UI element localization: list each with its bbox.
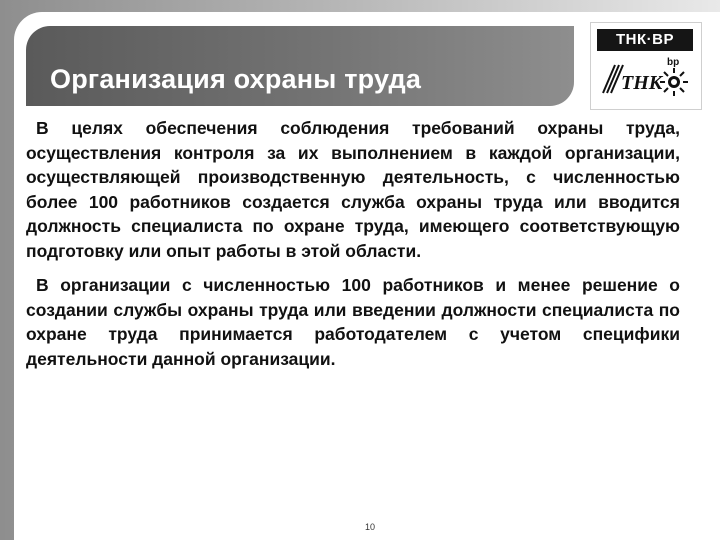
page-number: 10 xyxy=(365,522,376,532)
tnk-mark-text: ТНК xyxy=(621,72,663,94)
logo-emblems xyxy=(597,55,693,103)
slide-body xyxy=(26,116,680,371)
tnk-logo-icon xyxy=(601,59,663,99)
slide-title: Организация охраны труда xyxy=(50,64,422,94)
company-logo xyxy=(590,22,702,110)
logo-wordmark: ТНК·BP xyxy=(597,29,693,51)
bp-label: bp xyxy=(667,57,680,68)
paragraph-2: В организации с численностью 100 работников и менее решение о создании службы охраны труда или введении должности специалиста по охране труда принимается работодателем с учетом специфики деятельности данной организации. xyxy=(26,275,680,369)
paragraph-1: В целях обеспечения соблюдения требований охраны труда, осуществления контроля за их выполнением в каждой организации, осуществляющей производственную деятельность, с численностью более 100 работников создается служба охраны труда или вводится должность специалиста по охране труда, имеющего соответствующую подготовку или опыт работы в этой области. xyxy=(26,118,680,261)
bp-sun-icon xyxy=(659,67,689,97)
